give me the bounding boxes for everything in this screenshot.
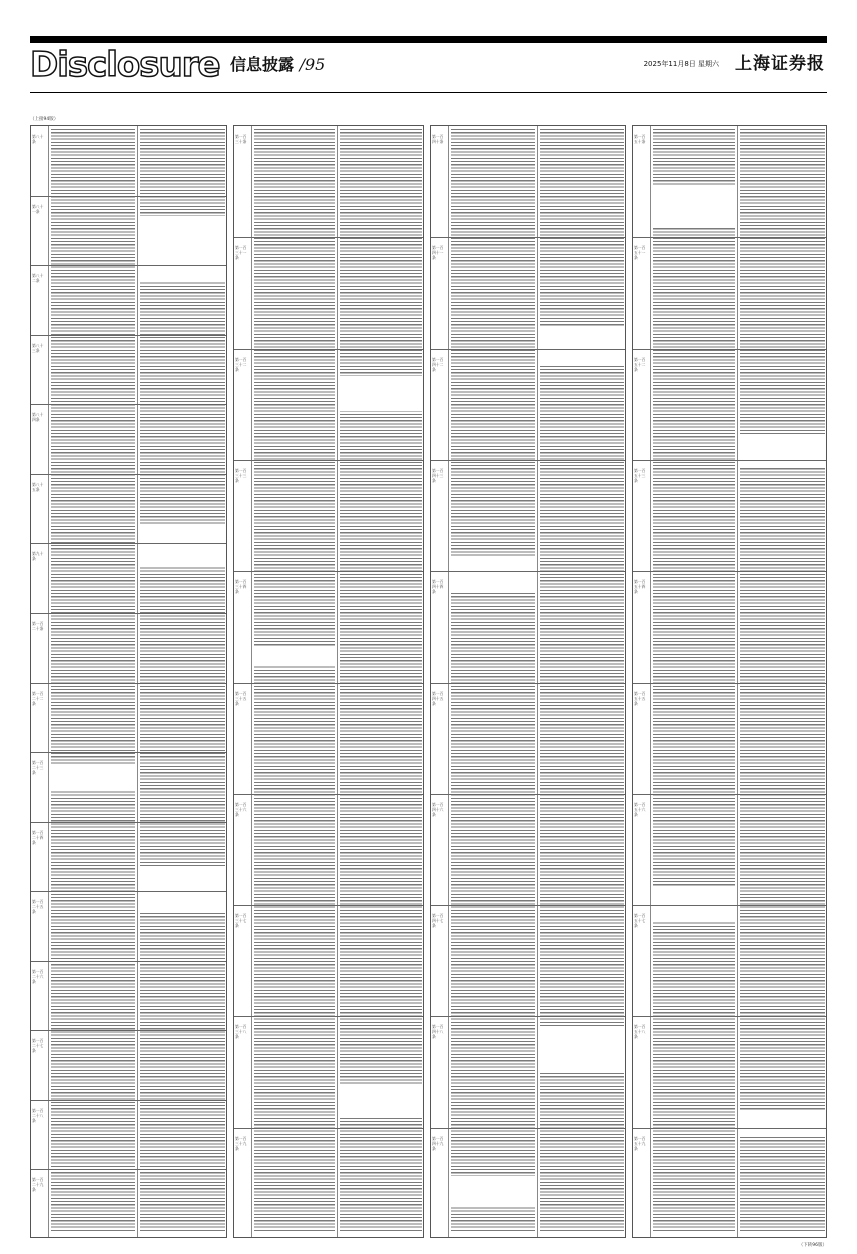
clause-label: 第一百三十条 <box>235 134 247 144</box>
row-separator <box>431 349 625 350</box>
clause-label: 第一百四十八条 <box>432 1024 444 1039</box>
page-number: /95 <box>299 55 326 74</box>
clause-label: 第一百三十一条 <box>235 245 247 260</box>
label-divider <box>48 126 49 1237</box>
clause-label: 第一百四十六条 <box>432 802 444 817</box>
clause-label: 第一百三十八条 <box>235 1024 247 1039</box>
clause-label: 第一百五十四条 <box>634 579 646 594</box>
original-text-block <box>653 129 735 1233</box>
clause-label: 第一百三十四条 <box>235 579 247 594</box>
label-divider <box>650 126 651 1237</box>
row-separator <box>431 1128 625 1129</box>
clause-label: 第一百五十条 <box>634 134 646 144</box>
clause-label: 第一百二十五条 <box>32 899 44 914</box>
clause-label: 第一百二十六条 <box>32 969 44 984</box>
comparison-table-column-2 <box>233 125 424 1238</box>
version-divider <box>737 126 738 1237</box>
row-separator <box>633 905 826 906</box>
clause-label: 第一百二十七条 <box>32 1038 44 1053</box>
version-divider <box>537 126 538 1237</box>
row-separator <box>31 474 226 475</box>
clause-label: 第一百五十七条 <box>634 913 646 928</box>
row-separator <box>31 543 226 544</box>
row-separator <box>633 571 826 572</box>
clause-label: 第一百四十九条 <box>432 1136 444 1151</box>
clause-label: 第一百三十九条 <box>235 1136 247 1151</box>
clause-label: 第八十四条 <box>32 412 44 422</box>
clause-label: 第一百四十五条 <box>432 691 444 706</box>
version-divider <box>337 126 338 1237</box>
revised-text-block <box>340 129 422 1233</box>
row-separator <box>31 683 226 684</box>
clause-label: 第八十二条 <box>32 273 44 283</box>
row-separator <box>234 571 423 572</box>
clause-label: 第一百四十一条 <box>432 245 444 260</box>
clause-label: 第一百三十三条 <box>235 468 247 483</box>
clause-label: 第一百四十四条 <box>432 579 444 594</box>
clause-label: 第一百三十五条 <box>235 691 247 706</box>
clause-label: 第一百五十二条 <box>634 357 646 372</box>
original-text-block <box>451 129 535 1233</box>
row-separator <box>234 683 423 684</box>
row-separator <box>234 905 423 906</box>
row-separator <box>431 1016 625 1017</box>
clause-label: 第一百二十九条 <box>32 1177 44 1192</box>
label-divider <box>251 126 252 1237</box>
clause-label: 第一百四十条 <box>432 134 444 144</box>
row-separator <box>31 404 226 405</box>
comparison-table-column-4 <box>632 125 827 1238</box>
clause-label: 第八十五条 <box>32 482 44 492</box>
continued-from-label: （上接94版） <box>30 117 59 122</box>
row-separator <box>234 349 423 350</box>
clause-label: 第一百二十八条 <box>32 1108 44 1123</box>
original-text-block <box>51 129 135 1233</box>
row-separator <box>234 460 423 461</box>
clause-label: 第一百五十三条 <box>634 468 646 483</box>
clause-label: 第一百五十五条 <box>634 691 646 706</box>
row-separator <box>633 237 826 238</box>
row-separator <box>31 822 226 823</box>
row-separator <box>431 905 625 906</box>
row-separator <box>31 335 226 336</box>
row-separator <box>633 683 826 684</box>
comparison-table-column-3 <box>430 125 626 1238</box>
row-separator <box>633 1016 826 1017</box>
clause-label: 第一百三十二条 <box>235 357 247 372</box>
clause-label: 第一百三十七条 <box>235 913 247 928</box>
row-separator <box>31 613 226 614</box>
row-separator <box>31 1030 226 1031</box>
revised-text-block <box>740 129 825 1233</box>
continued-on-label: （下转96版） <box>798 1243 827 1248</box>
row-separator <box>31 1100 226 1101</box>
clause-label: 第一百二十条 <box>32 621 44 631</box>
row-separator <box>633 794 826 795</box>
row-separator <box>31 891 226 892</box>
row-separator <box>234 237 423 238</box>
clause-label: 第一百二十四条 <box>32 830 44 845</box>
section-title <box>230 52 325 75</box>
clause-label: 第八十三条 <box>32 343 44 353</box>
newspaper-logo: 上海证券报 <box>735 54 825 74</box>
comparison-table-column-1 <box>30 125 227 1238</box>
clause-label: 第八十一条 <box>32 204 44 214</box>
edition-date: 2025年11月8日 星期六 <box>643 60 719 68</box>
row-separator <box>431 571 625 572</box>
row-separator <box>633 460 826 461</box>
clause-label: 第一百五十六条 <box>634 802 646 817</box>
clause-label: 第一百五十八条 <box>634 1024 646 1039</box>
clause-label: 第一百五十九条 <box>634 1136 646 1151</box>
row-separator <box>431 460 625 461</box>
row-separator <box>633 349 826 350</box>
row-separator <box>31 265 226 266</box>
version-divider <box>137 126 138 1237</box>
row-separator <box>31 961 226 962</box>
original-text-block <box>254 129 335 1233</box>
row-separator <box>234 1128 423 1129</box>
clause-label: 第一百二十三条 <box>32 760 44 775</box>
masthead-rule <box>30 92 827 93</box>
row-separator <box>431 794 625 795</box>
clause-label: 第一百四十二条 <box>432 357 444 372</box>
clause-label: 第八十条 <box>32 134 44 144</box>
row-separator <box>31 196 226 197</box>
section-title-text: 信息披露 <box>230 55 295 74</box>
row-separator <box>234 794 423 795</box>
clause-label: 第九十条 <box>32 551 44 561</box>
revised-text-block <box>140 129 225 1233</box>
row-separator <box>431 683 625 684</box>
clause-label: 第一百三十六条 <box>235 802 247 817</box>
row-separator <box>431 237 625 238</box>
clause-label: 第一百四十七条 <box>432 913 444 928</box>
row-separator <box>633 1128 826 1129</box>
clause-label: 第一百二十二条 <box>32 691 44 706</box>
brand-wordmark: Disclosure <box>30 45 223 85</box>
row-separator <box>31 1169 226 1170</box>
disclosure-body <box>30 125 827 1238</box>
row-separator <box>234 1016 423 1017</box>
label-divider <box>448 126 449 1237</box>
masthead <box>30 45 827 87</box>
clause-label: 第一百五十一条 <box>634 245 646 260</box>
masthead-top-bar <box>30 36 827 43</box>
row-separator <box>31 752 226 753</box>
clause-label: 第一百四十三条 <box>432 468 444 483</box>
